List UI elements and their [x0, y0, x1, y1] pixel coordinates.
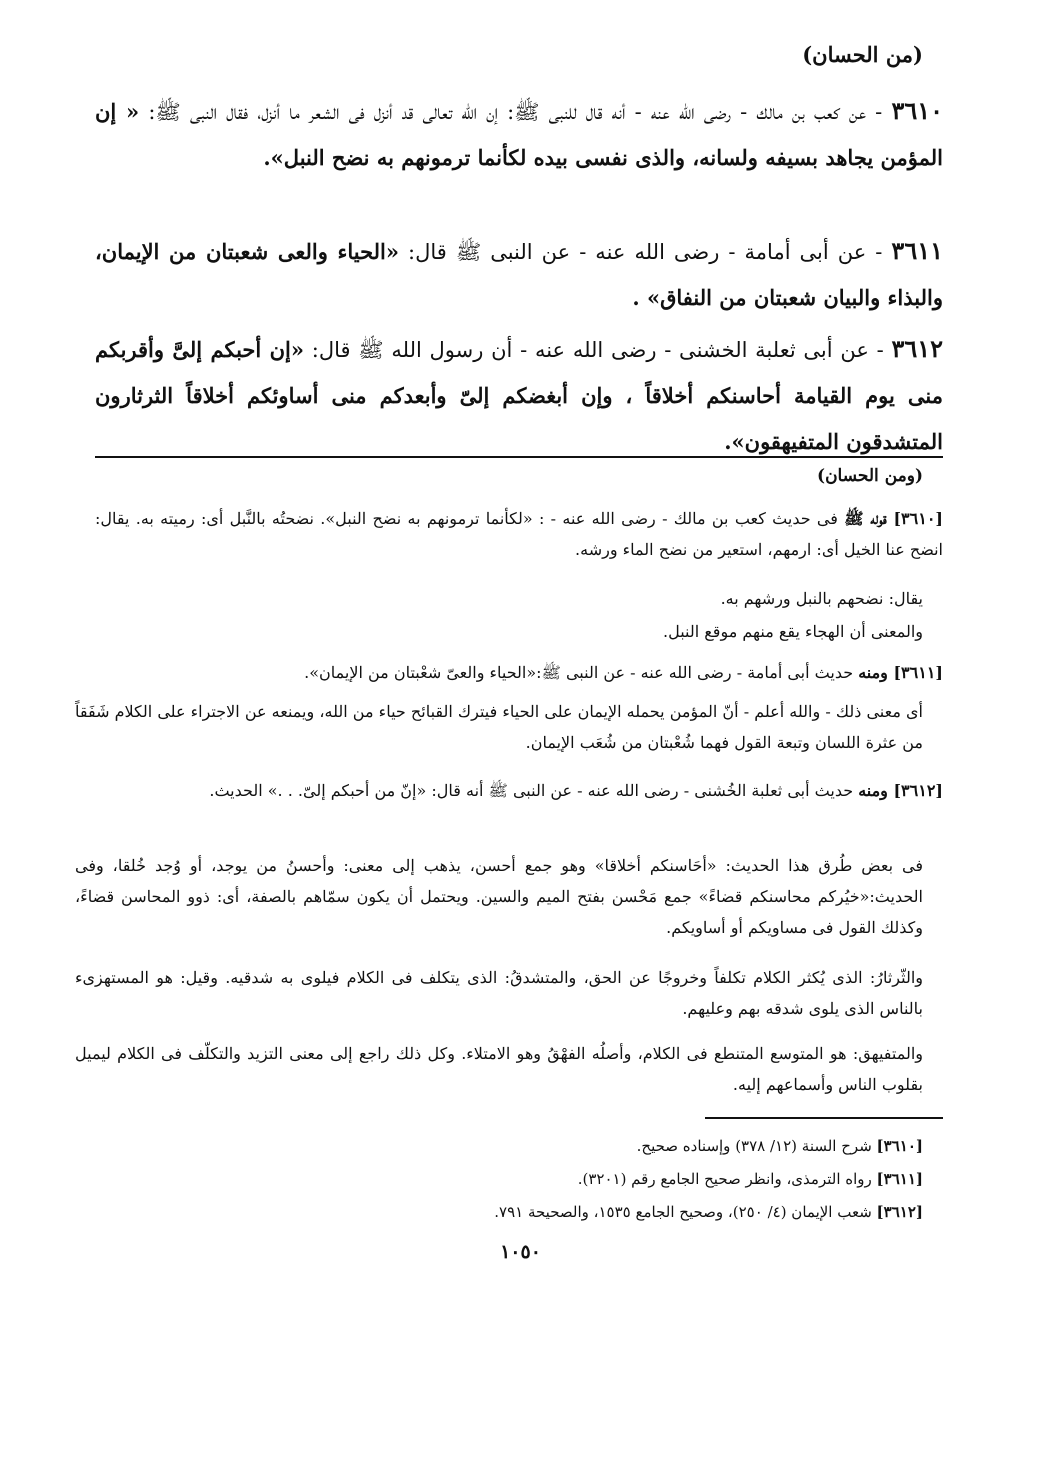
footnote-number: [٣٦١٢]: [876, 1203, 923, 1221]
commentary-3610-meaning: والمعنى أن الهجاء يقع منهم موقع النبل.: [663, 622, 923, 641]
hadith-matn: «الحياء والعى شعبتان من الإيمان، والبذاء والبيان شعبتان من النفاق» .: [95, 239, 943, 310]
hadith-lead: - عن أبى أمامة - رضى الله عنه - عن النبى ﷺ قال:: [399, 240, 892, 264]
hadith-matn: «إن أحبكم إلىَّ وأقربكم منى يوم القيامة أحاسنكم أخلاقاً ، وإن أبغضكم إلىّ وأبعدكم منى أساوئكم أخلاقاً الثرثارون المتشدقون المتفيهقون».: [95, 337, 943, 454]
commentary-title: (ومن الحسان): [817, 466, 923, 486]
commentary-3611-explanation: أى معنى ذلك - والله أعلم - أنّ المؤمن يحمله الإيمان على الحياء فيترك القبائح حياء من الله، ويمنعه عن الاجتراء على الكلام شَفَقاً من عثرة اللسان وتبعة القول فهما شُعْبتان من شُعَب الإيمان.: [75, 702, 923, 752]
hadith-number: ٣٦١١: [891, 236, 943, 265]
commentary-paragraph: فى بعض طُرق هذا الحديث: «أحَاسنكم أخلاقا» وهو جمع أحسن، يذهب إلى معنى: وأحسنُ من يوجد، أو وُجد خُلقا، وفى الحديث:«خيُركم محاسنكم قضاءً» جمع مَحْسن بفتح الميم والسين. ويحتمل أن يكون سمّاهم بالصفة، أى: ذوو المحاسن قضاءً، وكذلك القول فى مساويكم أو أساويكم.: [75, 856, 923, 937]
hadith-3612: [95, 326, 943, 465]
footnote-text: شرح السنة (١٢/ ٣٧٨) وإسناده صحيح.: [636, 1137, 877, 1155]
commentary-paragraph: والمتفيهق: هو المتوسع المتنطع فى الكلام، وأصلُه الفهْقُ وهو الامتلاء. وكل ذلك راجع إلى معنى التزيد والتكلّف فى الكلام ليميل بقلوب الناس وأسماعهم إليه.: [75, 1044, 924, 1094]
commentary-3612: [95, 775, 943, 806]
commentary-text: فى حديث كعب بن مالك - رضى الله عنه - : «لكأنما ترمونهم به نضح النبل». نضحتُه بالنَّبل أى: رميته به. يقال: انضح عنا الخيل أى: ارمهم، استعير من نضح الماء ورشه.: [95, 509, 943, 559]
hadith-number: ٣٦١٢: [891, 334, 944, 363]
commentary-text: حديث أبى ثعلبة الخُشنى - رضى الله عنه - عن النبى ﷺ أنه قال: «إنّ من أحبكم إلىّ. . .» الحديث.: [209, 781, 859, 800]
section-title: (من الحسان): [802, 42, 923, 67]
commentary-paragraph: والثّرثارُ: الذى يُكثر الكلام تكلفاً وخروجًا عن الحق، والمتشدقُ: الذى يتكلف فى الكلام فيلوى به شدقيه. وقيل: هو المستهزىء بالناس الذى يلوى شدقه بهم وعليهم.: [75, 968, 923, 1018]
commentary-ref: [٣٦١١] ومنه: [858, 663, 943, 682]
hadith-number: ٣٦١٠: [891, 96, 943, 125]
commentary-3610: [95, 503, 943, 565]
commentary-text: حديث أبى أمامة - رضى الله عنه - عن النبى ﷺ:«الحياء والعىّ شعْبتان من الإيمان».: [304, 663, 859, 682]
page-number: ١٠٥٠: [500, 1241, 541, 1263]
footnote-text: شعب الإيمان (٤/ ٢٥٠)، وصحيح الجامع ١٥٣٥، والصحيحة ٧٩١.: [494, 1203, 877, 1221]
commentary-3610-line: يقال: نضحهم بالنبل ورشهم به.: [720, 589, 923, 608]
main-divider: [95, 456, 943, 458]
footnote: [103, 1130, 923, 1163]
footnote-number: [٣٦١١]: [876, 1170, 923, 1188]
commentary-3611: [95, 657, 943, 688]
footnote-divider: [705, 1117, 943, 1119]
hadith-3611: [95, 228, 943, 321]
footnote-number: [٣٦١٠]: [876, 1137, 923, 1155]
footnotes: [103, 1130, 923, 1229]
footnote: [103, 1196, 923, 1229]
commentary-ref: [٣٦١٢] ومنه: [858, 781, 943, 800]
commentary-ref: [٣٦١٠] قوله ﷺ: [844, 509, 943, 528]
footnote: [103, 1163, 923, 1196]
hadith-lead: - عن كعب بن مالك - رضى الله عنه - أنه قال للنبى ﷺ: إن الله تعالى قد أنزل فى الشعر ما أنزل، فقال النبى ﷺ:: [139, 100, 892, 124]
hadith-3610: [95, 88, 943, 181]
hadith-matn: « إن المؤمن يجاهد بسيفه ولسانه، والذى نفسى بيده لكأنما ترمونهم به نضح النبل».: [95, 99, 943, 170]
footnote-text: رواه الترمذى، وانظر صحيح الجامع رقم (٣٢٠١).: [577, 1170, 877, 1188]
hadith-lead: - عن أبى ثعلبة الخشنى - رضى الله عنه - أن رسول الله ﷺ قال:: [304, 338, 892, 362]
